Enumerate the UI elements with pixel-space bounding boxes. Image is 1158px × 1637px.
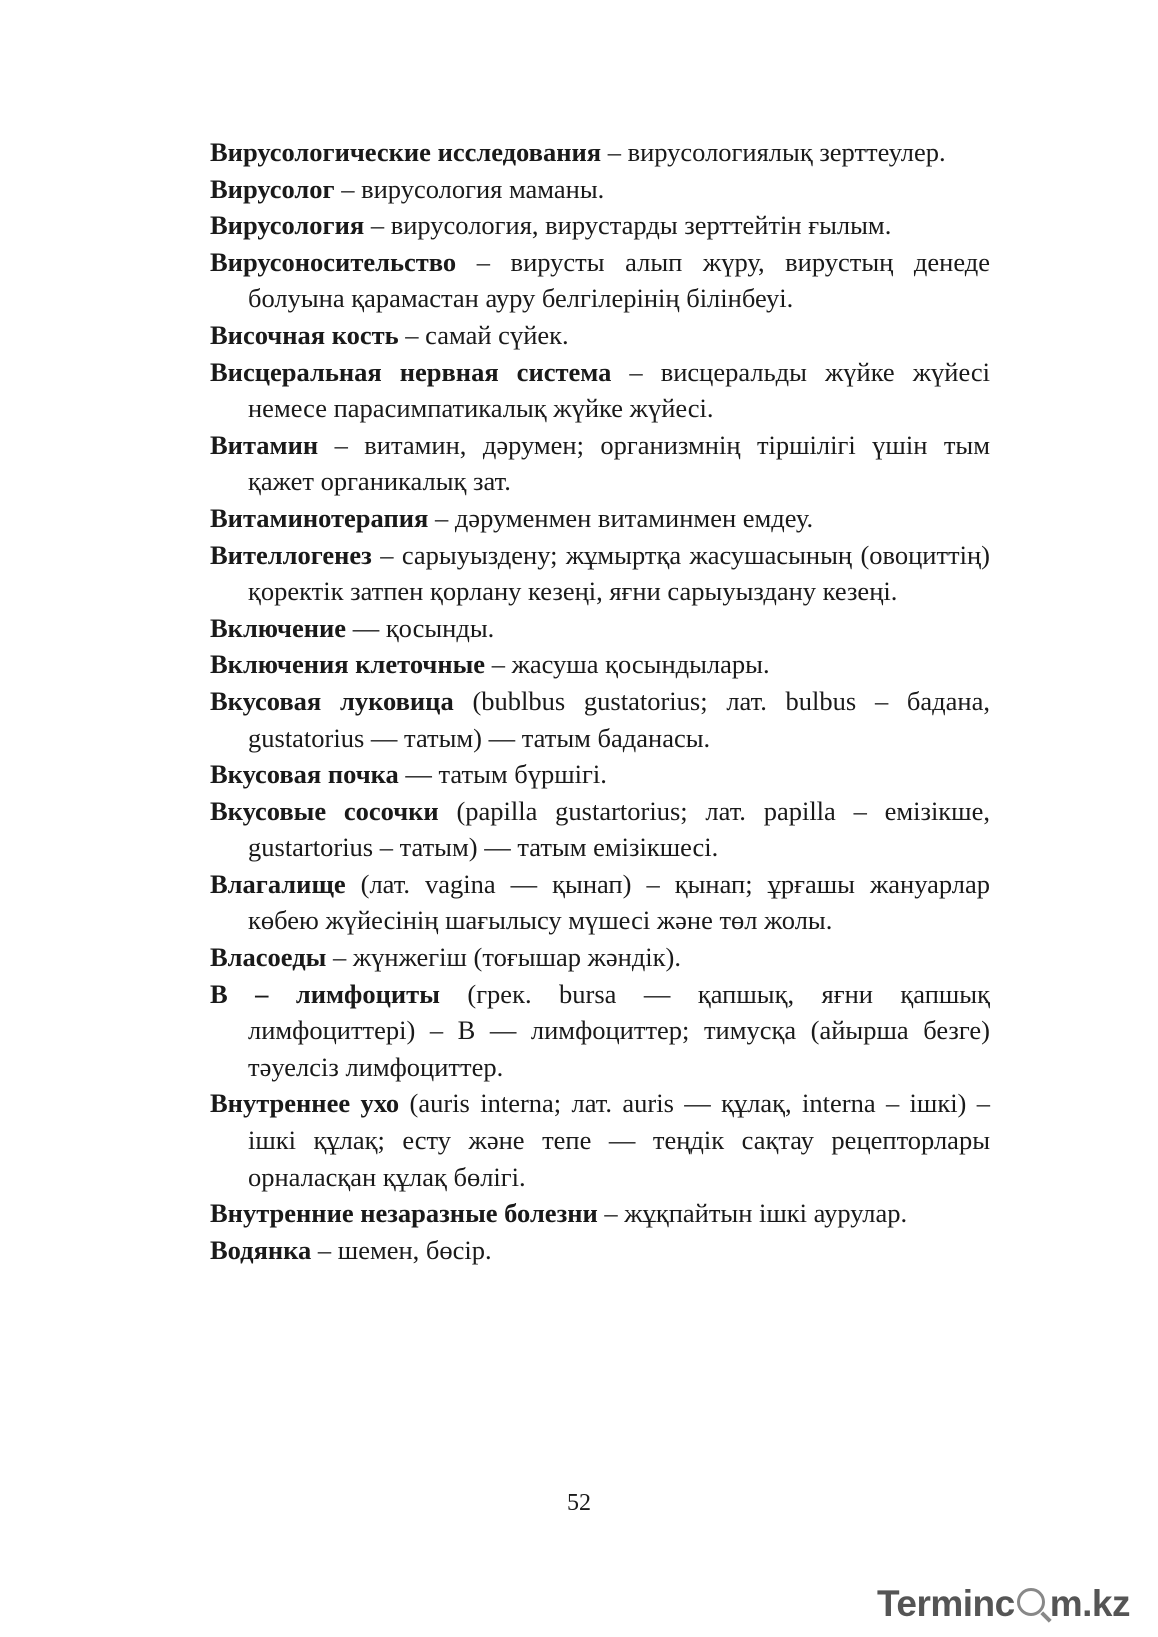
watermark-suffix: m.kz [1049, 1583, 1130, 1624]
entry-term: Включение [210, 612, 347, 643]
entry-term: Внутренние незаразные болезни [210, 1198, 598, 1229]
entry-term: Водянка [210, 1234, 312, 1265]
entry-definition: – висцеральды жүйке жүйесі немесе парасимпатикалық жүйке жүйесі. [248, 356, 991, 424]
dictionary-entry [210, 756, 990, 793]
dictionary-entry [210, 646, 990, 683]
entry-definition: – вирусология маманы. [334, 173, 605, 204]
entry-term: Витаминотерапия [210, 502, 429, 533]
dictionary-entry [210, 939, 990, 976]
watermark-prefix: Terminc [877, 1583, 1015, 1624]
entry-definition: (bublbus gustatorius; лат. bulbus – бадана, gustatorius — татым) — татым баданасы. [248, 685, 990, 753]
dictionary-entry [210, 793, 990, 866]
entry-term: В – лимфоциты [210, 978, 440, 1009]
dictionary-entry [210, 976, 990, 1086]
entry-definition: – вирусология, вирустарды зерттейтін ғылым. [364, 210, 892, 241]
entry-definition: – жасуша қосындылары. [485, 649, 770, 680]
site-watermark [877, 1583, 1130, 1625]
entry-term: Вирусологические исследования [210, 137, 602, 167]
entry-definition: (auris interna; лат. auris — құлақ, interna – ішкі) – ішкі құлақ; есту және тепе — теңдік сақтау рецепторлары орналасқан құлақ бөлігі. [248, 1088, 990, 1192]
dictionary-entry [210, 207, 990, 244]
entry-definition: – жұқпайтын ішкі аурулар. [597, 1198, 908, 1229]
entry-term: Витамин [210, 429, 319, 460]
entry-term: Власоеды [210, 942, 327, 973]
dictionary-entry [210, 500, 990, 537]
entry-definition: – вирусты алып жүру, вирустың денеде болуына қарамастан ауру белгілерінің білінбеуі. [248, 246, 990, 314]
entry-definition: – шемен, бөсір. [311, 1234, 492, 1265]
magnifier-icon [1017, 1588, 1045, 1616]
entry-term: Вкусовая луковица [210, 685, 454, 716]
entry-definition: (лат. vagina — қынап) – қынап; ұрғашы жануарлар көбею жүйесінің шағылысу мүшесі және төл жолы. [248, 868, 990, 936]
entry-term: Вкусовые сосочки [210, 795, 439, 826]
dictionary-entry [210, 1232, 990, 1269]
entry-term: Влагалище [210, 868, 346, 899]
entry-definition: – витамин, дәрумен; организмнің тіршілігі үшін тым қажет органикалық зат. [248, 429, 990, 497]
entry-term: Внутреннее ухо [210, 1088, 400, 1119]
dictionary-entry [210, 610, 990, 647]
entry-definition: – сарыуыздену; жұмыртқа жасушасының (овоциттің) қоректік затпен қорлану кезеңі, яғни сарыуыздану кезеңі. [248, 539, 990, 607]
entry-term: Вирусология [210, 210, 365, 241]
entry-definition: (грек. bursa — қапшық, яғни қапшық лимфоциттері) – В — лимфоциттер; тимусқа (айырша безге) тәуелсіз лимфоциттер. [248, 978, 990, 1082]
entry-term: Височная кость [210, 319, 399, 350]
page-number: 52 [567, 1490, 591, 1516]
dictionary-entry [210, 1085, 990, 1195]
dictionary-entry [210, 683, 990, 756]
entry-term: Включения клеточные [210, 649, 486, 680]
dictionary-entry [210, 537, 990, 610]
entry-definition: – самай сүйек. [398, 319, 569, 350]
entry-term: Вкусовая почка [210, 759, 399, 790]
dictionary-entry [210, 354, 990, 427]
entry-definition: – вирусологиялық зерттеулер. [601, 137, 946, 167]
dictionary-entry [210, 134, 990, 171]
dictionary-entry [210, 317, 990, 354]
entry-term: Вирусолог [210, 173, 335, 204]
entry-term: Вирусоносительство [210, 246, 457, 277]
entry-definition: — қосынды. [346, 612, 495, 643]
dictionary-entry [210, 171, 990, 208]
entry-definition: – дәруменмен витаминмен емдеу. [428, 502, 814, 533]
entry-term: Вителлогенез [210, 539, 372, 570]
dictionary-page [210, 134, 990, 1268]
dictionary-entry [210, 866, 990, 939]
entry-definition: (papilla gustartorius; лат. papilla – емізікше, gustartorius – татым) — татым емізікшесі. [248, 795, 990, 863]
entry-term: Висцеральная нервная система [210, 356, 612, 387]
dictionary-entry [210, 244, 990, 317]
dictionary-entry [210, 427, 990, 500]
entry-definition: — татым бүршігі. [398, 759, 607, 790]
dictionary-entry [210, 1195, 990, 1232]
entry-definition: – жүнжегіш (тоғышар жәндік). [326, 942, 681, 973]
